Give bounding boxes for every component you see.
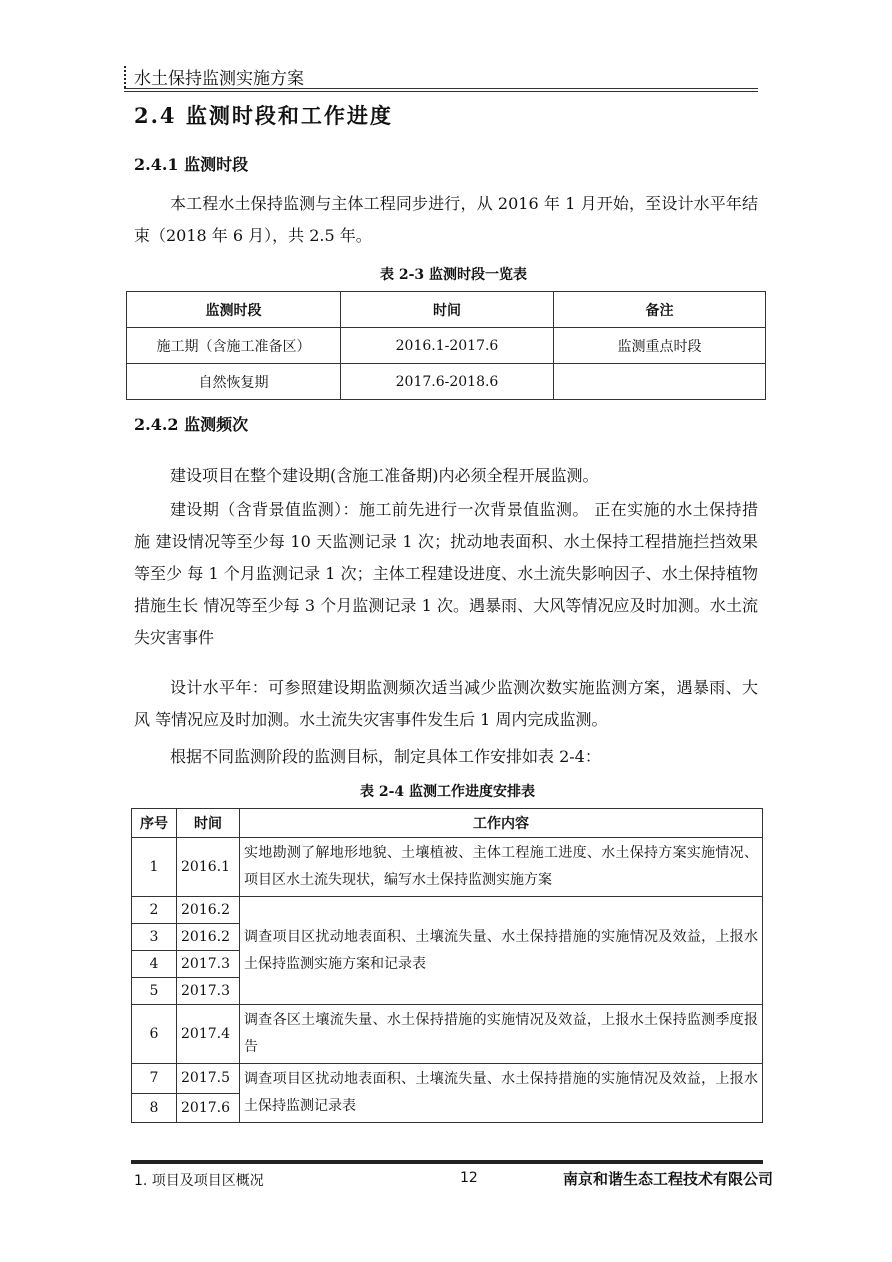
row-number-cell: 5: [132, 978, 177, 1005]
work-content-cell: 调查项目区扰动地表面积、土壤流失量、水土保持措施的实施情况及效益，上报水土保持监测记录表: [240, 1064, 763, 1123]
table-cell: 施工期（含施工准备区）: [127, 328, 341, 364]
work-schedule-table: [131, 808, 763, 1123]
table-header-cell: 监测时段: [127, 292, 341, 328]
work-content-cell: 实地勘测了解地形地貌、土壤植被、主体工程施工进度、水土保持方案实施情况、项目区水土流失现状，编写水土保持监测实施方案: [240, 838, 763, 897]
table-row: [132, 838, 763, 897]
work-content-cell: 调查项目区扰动地表面积、土壤流失量、水土保持措施的实施情况及效益，上报水土保持监测实施方案和记录表: [240, 897, 763, 1005]
paragraph: 建设项目在整个建设期(含施工准备期)内必须全程开展监测。: [170, 466, 599, 485]
row-number-cell: 4: [132, 951, 177, 978]
footer-company: 南京和谐生态工程技术有限公司: [563, 1170, 774, 1188]
table-header-cell: 时间: [341, 292, 554, 328]
table-header-row: [132, 809, 763, 838]
table-cell: 2016.1-2017.6: [341, 328, 554, 364]
table-row: [132, 897, 763, 924]
subsection-heading-monitoring-frequency: 2.4.2 监测频次: [134, 415, 249, 434]
row-number-cell: 2: [132, 897, 177, 924]
table-row: [127, 328, 766, 364]
table-header-cell: 序号: [132, 809, 177, 838]
date-cell: 2017.6: [177, 1093, 240, 1123]
row-number-cell: 7: [132, 1064, 177, 1094]
table-header-cell: 备注: [554, 292, 766, 328]
monitoring-period-table: [126, 291, 766, 400]
table-header-row: [127, 292, 766, 328]
date-cell: 2017.3: [177, 978, 240, 1005]
table-header-cell: 工作内容: [240, 809, 763, 838]
table2-caption: 表 2-4 监测工作进度安排表: [360, 784, 536, 800]
subsection-heading-monitoring-period: 2.4.1 监测时段: [134, 155, 249, 174]
table-row: [132, 1005, 763, 1064]
row-number-cell: 8: [132, 1093, 177, 1123]
row-number-cell: 1: [132, 838, 177, 897]
row-number-cell: 3: [132, 924, 177, 951]
header-marker: [124, 66, 126, 88]
row-number-cell: 6: [132, 1005, 177, 1064]
paragraph: 建设期（含背景值监测）：施工前先进行一次背景值监测。 正在实施的水土保持措施 建设情况等至少每 10 天监测记录 1 次；扰动地表面积、水土保持工程措施拦挡效果等至少 每 1 个月监测记录 1 次；主体工程建设进度、水土流失影响因子、水土保持植物措施生长 情况等至少每 3 个月监测记录 1 次。遇暴雨、大风等情况应及时加测。水土流失灾害事件: [134, 500, 758, 647]
date-cell: 2017.3: [177, 951, 240, 978]
footer-rule: [131, 1160, 763, 1164]
table-cell: 2017.6-2018.6: [341, 364, 554, 400]
date-cell: 2016.1: [177, 838, 240, 897]
table-cell: [554, 364, 766, 400]
table-row: [132, 1064, 763, 1094]
paragraph-monitoring-period: 本工程水土保持监测与主体工程同步进行，从 2016 年 1 月开始，至设计水平年结束（2018 年 6 月），共 2.5 年。: [134, 194, 758, 245]
date-cell: 2016.2: [177, 897, 240, 924]
footer-chapter: 1. 项目及项目区概况: [134, 1173, 264, 1189]
date-cell: 2016.2: [177, 924, 240, 951]
table-row: [127, 364, 766, 400]
paragraph: 根据不同监测阶段的监测目标，制定具体工作安排如表 2-4：: [170, 747, 601, 766]
document-header-title: 水土保持监测实施方案: [134, 69, 304, 89]
section-heading: 2.4 监测时段和工作进度: [134, 103, 393, 128]
header-rule: [124, 88, 758, 92]
date-cell: 2017.5: [177, 1064, 240, 1094]
paragraph: 设计水平年：可参照建设期监测频次适当减少监测次数实施监测方案，遇暴雨、大风 等情况应及时加测。水土流失灾害事件发生后 1 周内完成监测。: [134, 678, 758, 729]
date-cell: 2017.4: [177, 1005, 240, 1064]
table-cell: 监测重点时段: [554, 328, 766, 364]
table1-caption: 表 2-3 监测时段一览表: [380, 267, 528, 283]
work-content-cell: 调查各区土壤流失量、水土保持措施的实施情况及效益，上报水土保持监测季度报告: [240, 1005, 763, 1064]
page-number: 12: [460, 1170, 478, 1186]
table-header-cell: 时间: [177, 809, 240, 838]
table-cell: 自然恢复期: [127, 364, 341, 400]
